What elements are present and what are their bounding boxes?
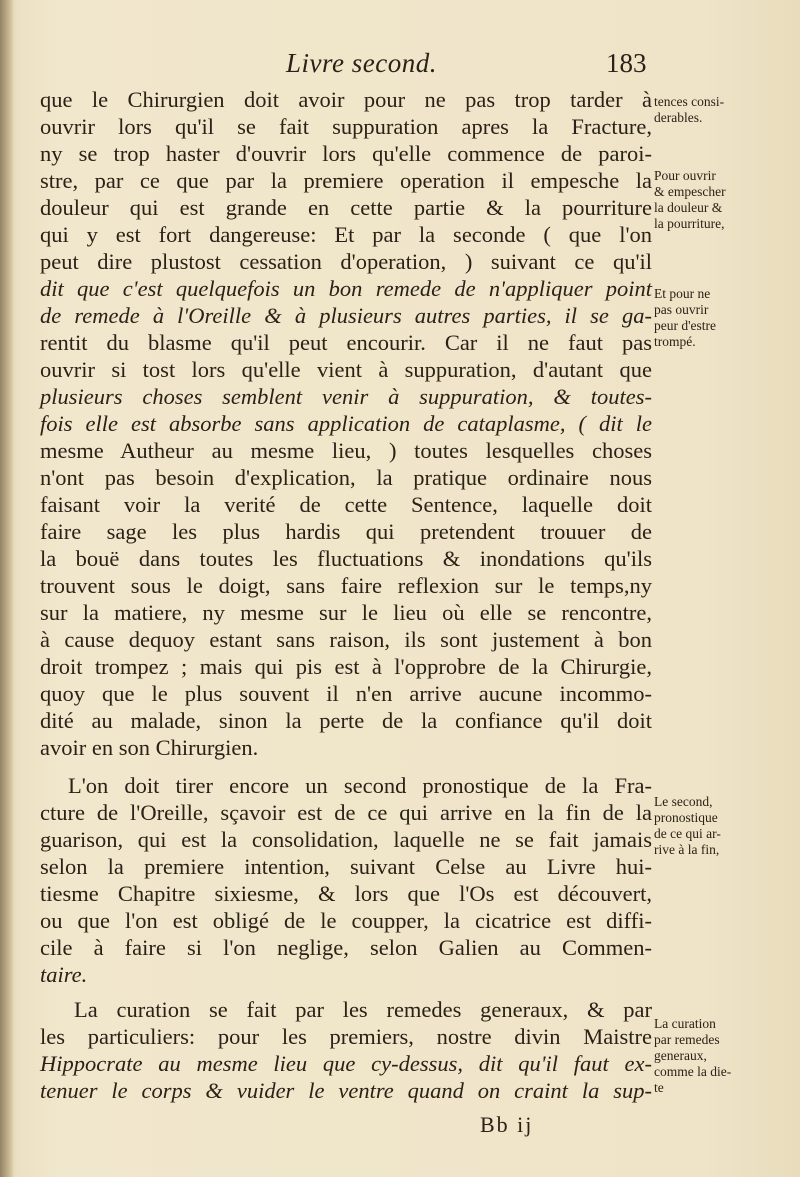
text-line: selon la premiere intention, suivant Celse au Livre hui- [40,854,652,879]
page-header [0,48,800,82]
page-gutter-shadow [0,0,14,1177]
text-line: ouvrir si tost lors qu'elle vient à suppuration, d'autant que [40,357,652,382]
text-line: avoir en son Chirurgien. [40,735,259,760]
text-line: cture de l'Oreille, sçavoir est de ce qui arrive en la fin de la [40,800,652,825]
margin-note: Le second, pronostique de ce qui ar- rive à la fin, [654,794,721,857]
page-number: 183 [606,48,647,78]
text-line: trouvent sous le doigt, sans faire reflexion sur le temps,ny [40,573,652,598]
text-line: peut dire plustost cessation d'operation, ) suivant ce qu'il [40,249,652,274]
text-line: faisant voir la verité de cette Sentence, laquelle doit [40,492,652,517]
text-line: tenuer le corps & vuider le ventre quand on craint la sup- [40,1078,652,1103]
text-line: tiesme Chapitre sixiesme, & lors que l'Os est découvert, [40,881,652,906]
text-line: douleur qui est grande en cette partie & la pourriture [40,195,652,220]
text-line: La curation se fait par les remedes generaux, & par [74,997,652,1022]
text-line: à cause dequoy estant sans raison, ils sont justement à bon [40,627,652,652]
margin-note: Et pour ne pas ouvrir peur d'estre trompé. [654,286,717,349]
margin-note: tences consi- derables. [654,94,725,125]
text-line: ou que l'on est obligé de le coupper, la cicatrice est diffi- [40,908,652,933]
text-line: Hippocrate au mesme lieu que cy-dessus, dit qu'il faut ex- [40,1051,652,1076]
text-line: L'on doit tirer encore un second pronostique de la Fra- [68,773,652,798]
text-line: droit trompez ; mais qui pis est à l'opprobre de la Chirurgie, [40,654,652,679]
running-head: Livre second. [286,48,437,78]
text-line: stre, par ce que par la premiere operation il empesche la [40,168,652,193]
text-line: taire. [40,962,88,987]
text-line: la bouë dans toutes les fluctuations & inondations qu'ils [40,546,652,571]
text-line: plusieurs choses semblent venir à suppuration, & toutes- [40,384,652,409]
text-line: cile à faire si l'on neglige, selon Galien au Commen- [40,935,652,960]
margin-note: Pour ouvrir & empescher la douleur & la pourriture, [654,168,726,231]
text-line: de remede à l'Oreille & à plusieurs autres parties, il se ga- [40,303,652,328]
text-line: dité au malade, sinon la perte de la confiance qu'il doit [40,708,652,733]
text-line: ny se trop haster d'ouvrir lors qu'elle commence de paroi- [40,141,652,166]
text-line: mesme Autheur au mesme lieu, ) toutes lesquelles choses [40,438,652,463]
margin-note: La curation par remedes generaux, comme la die- te [654,1016,732,1095]
text-line: quoy que le plus souvent il n'en arrive aucune incommo- [40,681,652,706]
text-line: qui y est fort dangereuse: Et par la seconde ( que l'on [40,222,652,247]
text-line: sur la matiere, ny mesme sur le lieu où elle se rencontre, [40,600,652,625]
text-line: dit que c'est quelquefois un bon remede de n'appliquer point [40,276,652,301]
text-line: fois elle est absorbe sans application de cataplasme, ( dit le [40,411,652,436]
text-line: guarison, qui est la consolidation, laquelle ne se fait jamais [40,827,652,852]
signature-mark: Bb ij [480,1112,534,1137]
text-line: ouvrir lors qu'il se fait suppuration apres la Fracture, [40,114,652,139]
text-line: n'ont pas besoin d'explication, la pratique ordinaire nous [40,465,652,490]
text-line: rentit du blasme qu'il peut encourir. Car il ne faut pas [40,330,652,355]
text-line: les particuliers: pour les premiers, nostre divin Maistre [40,1024,652,1049]
text-line: que le Chirurgien doit avoir pour ne pas trop tarder à [40,87,652,112]
text-line: faire sage les plus hardis qui pretendent trouuer de [40,519,652,544]
